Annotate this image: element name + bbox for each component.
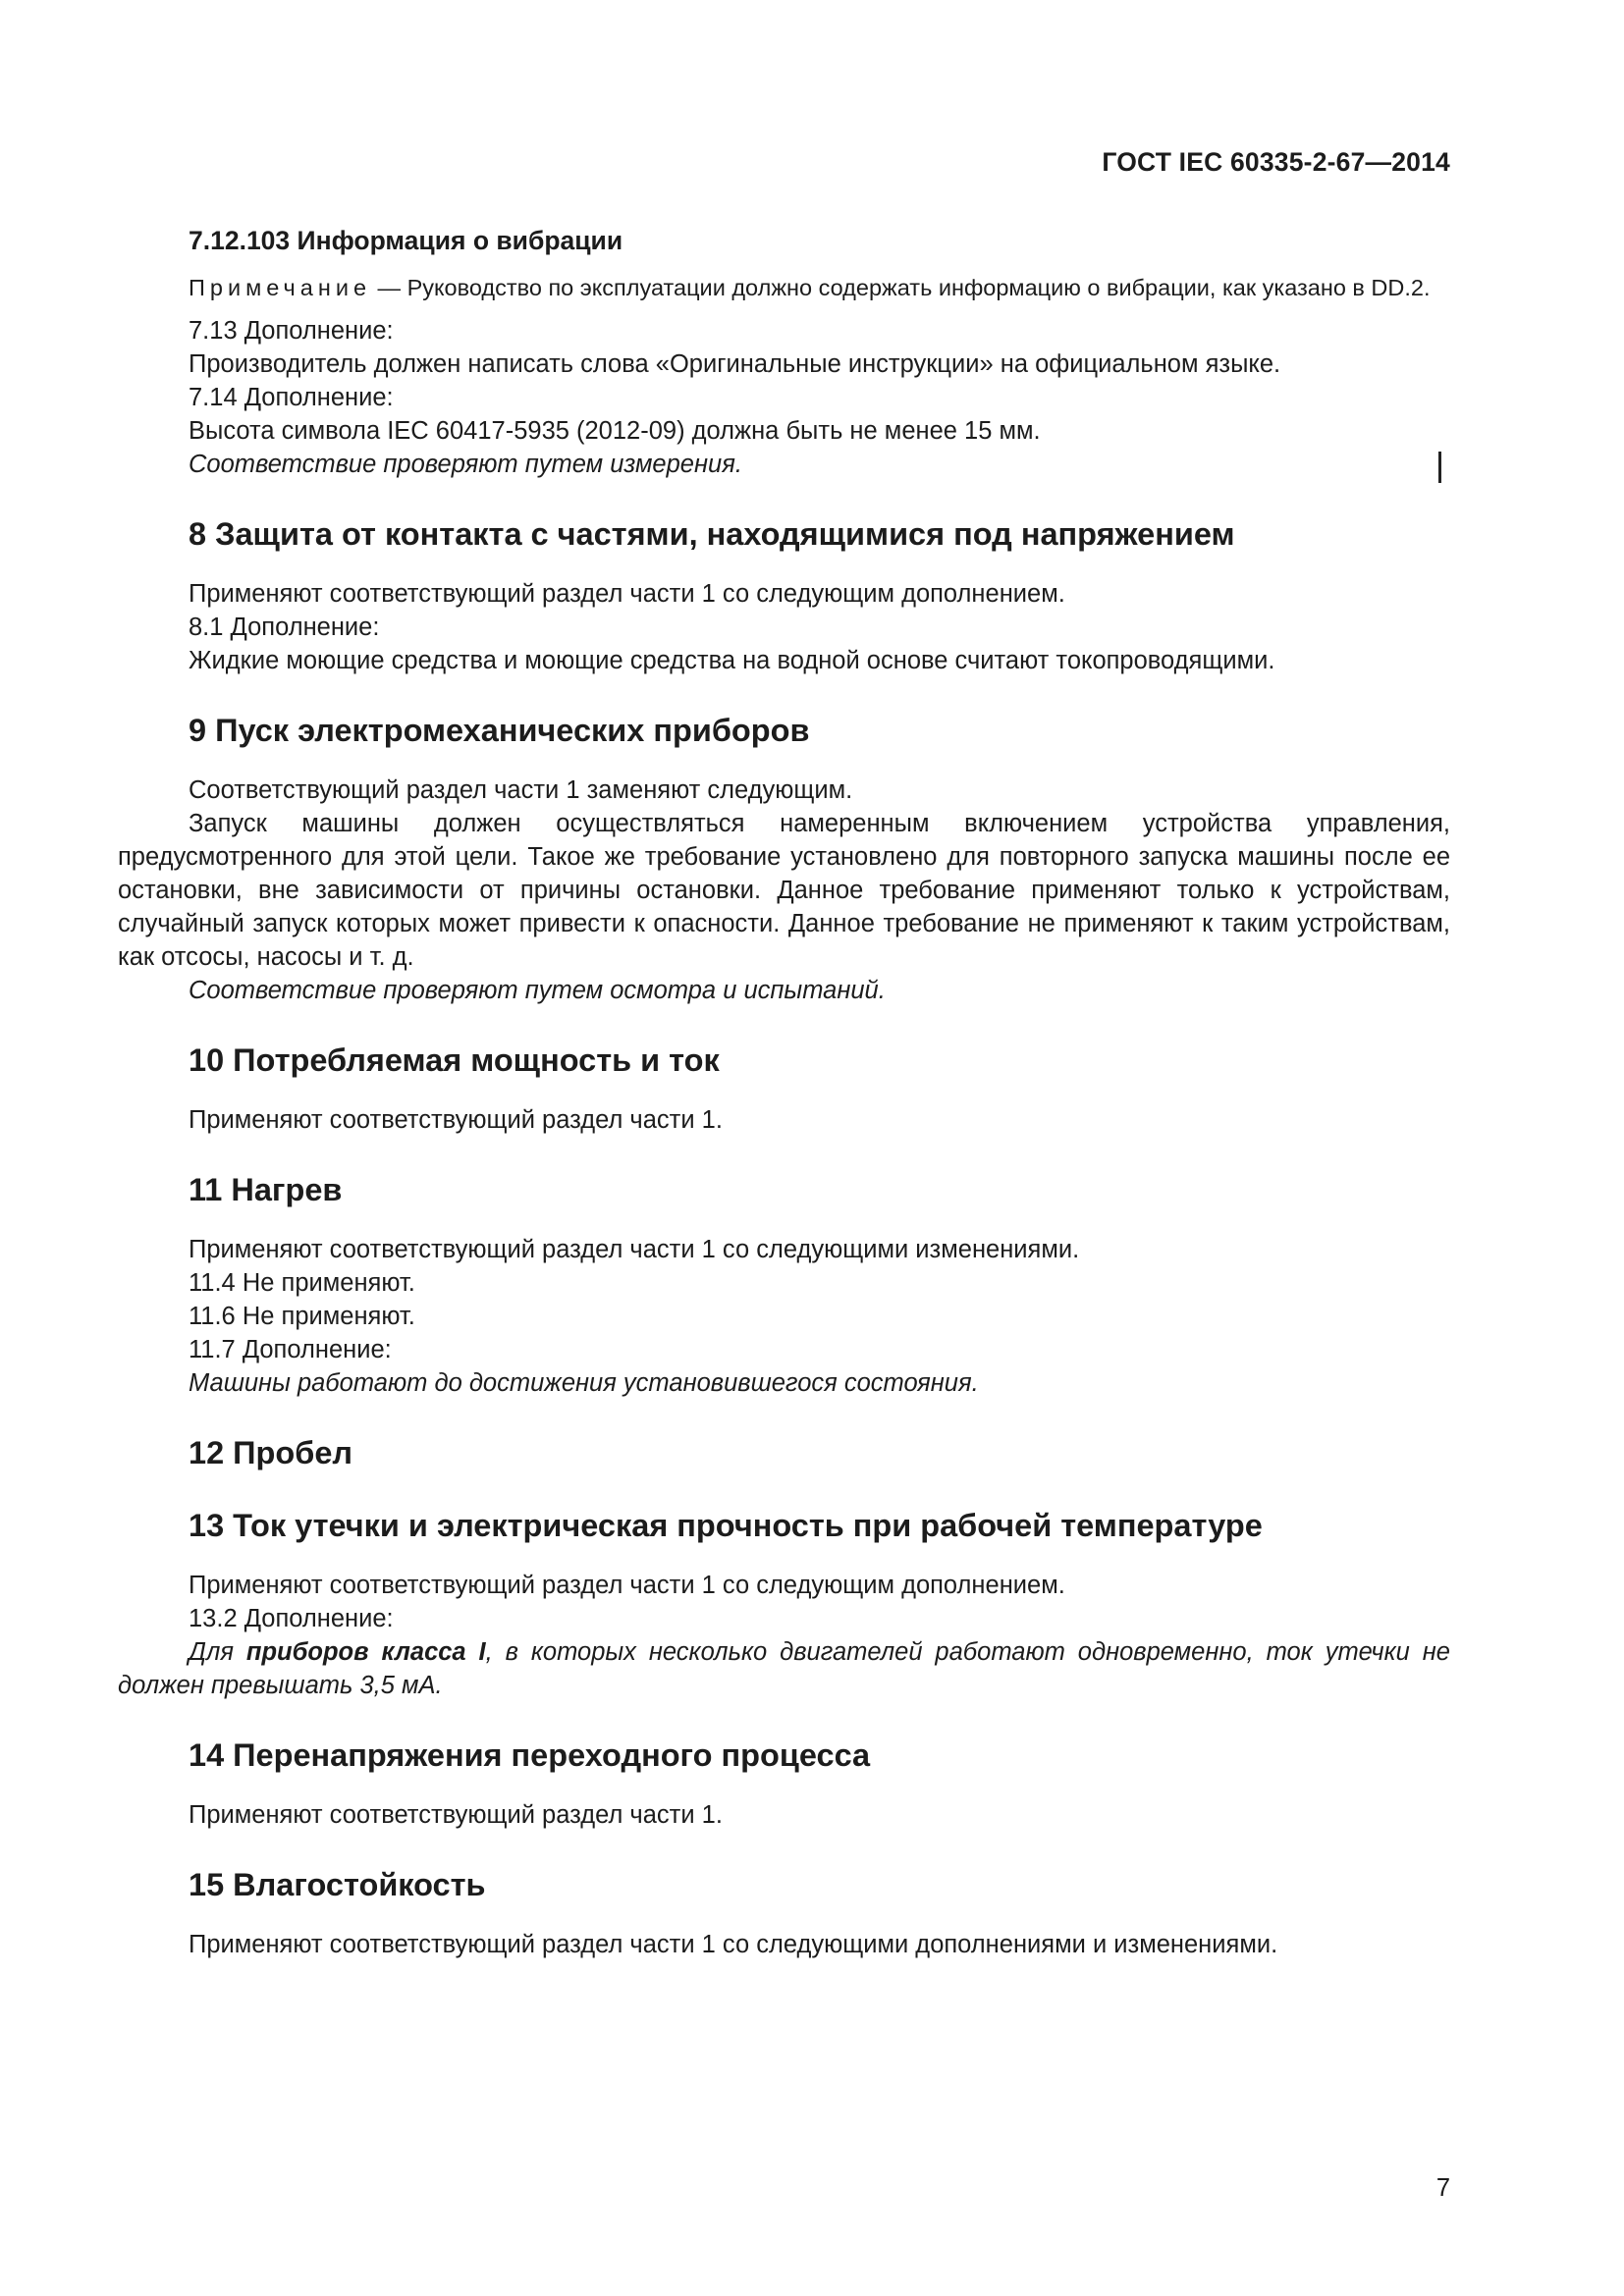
clause-11-7-text: Машины работают до достижения установившегося состояния. (189, 1369, 979, 1397)
section-heading-13: 13 Ток утечки и электрическая прочность при рабочей температуре (189, 1508, 1263, 1543)
section-13-intro: Применяют соответствующий раздел части 1 со следующим дополнением. (189, 1572, 1065, 1599)
note-label: Примечание (189, 275, 372, 300)
clause-13-2-label: 13.2 Дополнение: (189, 1605, 394, 1632)
note-7-12-103 (118, 273, 1450, 302)
section-10-text: Применяют соответствующий раздел части 1. (189, 1106, 723, 1134)
clause-11-6: 11.6 Не применяют. (189, 1303, 415, 1330)
section-heading-8: 8 Защита от контакта с частями, находящимися под напряжением (189, 516, 1235, 552)
section-9-paragraph (118, 807, 1450, 974)
clause-13-2-text-b: , в которых несколько двигателей работают одновременно, ток утечки не должен превышать 3,5 мА. (118, 1638, 1450, 1699)
clause-11-7-label: 11.7 Дополнение: (189, 1336, 392, 1363)
section-heading-9: 9 Пуск электромеханических приборов (189, 713, 810, 748)
section-11-intro: Применяют соответствующий раздел части 1 со следующими изменениями. (189, 1236, 1080, 1263)
subsection-heading-7-12-103: 7.12.103 Информация о вибрации (189, 226, 623, 255)
section-heading-12: 12 Пробел (189, 1435, 353, 1470)
section-heading-11: 11 Нагрев (189, 1172, 343, 1207)
clause-7-14-label: 7.14 Дополнение: (189, 384, 394, 411)
section-14-text: Применяют соответствующий раздел части 1. (189, 1801, 723, 1829)
clause-13-2-text-a: Для (189, 1638, 246, 1666)
document-code: ГОСТ IEC 60335-2-67—2014 (1102, 147, 1450, 177)
clause-8-1-label: 8.1 Дополнение: (189, 614, 380, 641)
section-9-compliance: Соответствие проверяют путем осмотра и испытаний. (189, 977, 886, 1004)
section-heading-14: 14 Перенапряжения переходного процесса (189, 1737, 871, 1773)
document-body (118, 224, 1450, 1961)
section-9-paragraph-text: Запуск машины должен осуществляться намеренным включением устройства управления, предусмотренного для этой цели. Такое же требование установлено для повторного запуска машины после ее остановки, вне зависимости от причины остановки. Данное требование применяют только к устройствам, случайный запуск которых может привести к опасности. Данное требование не применяют к таким устройствам, как отсосы, насосы и т. д. (118, 810, 1450, 971)
clause-7-13-text: Производитель должен написать слова «Оригинальные инструкции» на официальном языке. (189, 350, 1281, 378)
clause-7-14-compliance: Соответствие проверяют путем измерения. (189, 451, 742, 478)
section-15-text: Применяют соответствующий раздел части 1 со следующими дополнениями и изменениями. (189, 1931, 1278, 1958)
clause-13-2-text-bold: приборов класса I (245, 1638, 486, 1666)
clause-7-13-label: 7.13 Дополнение: (189, 317, 394, 345)
clause-8-1-text: Жидкие моющие средства и моющие средства на водной основе считают токопроводящими. (189, 647, 1275, 674)
note-text: — Руководство по эксплуатации должно содержать информацию о вибрации, как указано в DD.2. (371, 275, 1431, 300)
section-9-intro: Соответствующий раздел части 1 заменяют следующим. (189, 776, 853, 804)
clause-7-14-text: Высота символа IEC 60417-5935 (2012-09) должна быть не менее 15 мм. (189, 417, 1041, 445)
section-heading-15: 15 Влагостойкость (189, 1867, 486, 1902)
section-heading-10: 10 Потребляемая мощность и ток (189, 1042, 720, 1078)
page-number: 7 (1435, 2174, 1450, 2202)
clause-11-4: 11.4 Не применяют. (189, 1269, 415, 1297)
clause-13-2-text (118, 1635, 1450, 1702)
section-8-intro: Применяют соответствующий раздел части 1 со следующим дополнением. (189, 580, 1065, 608)
